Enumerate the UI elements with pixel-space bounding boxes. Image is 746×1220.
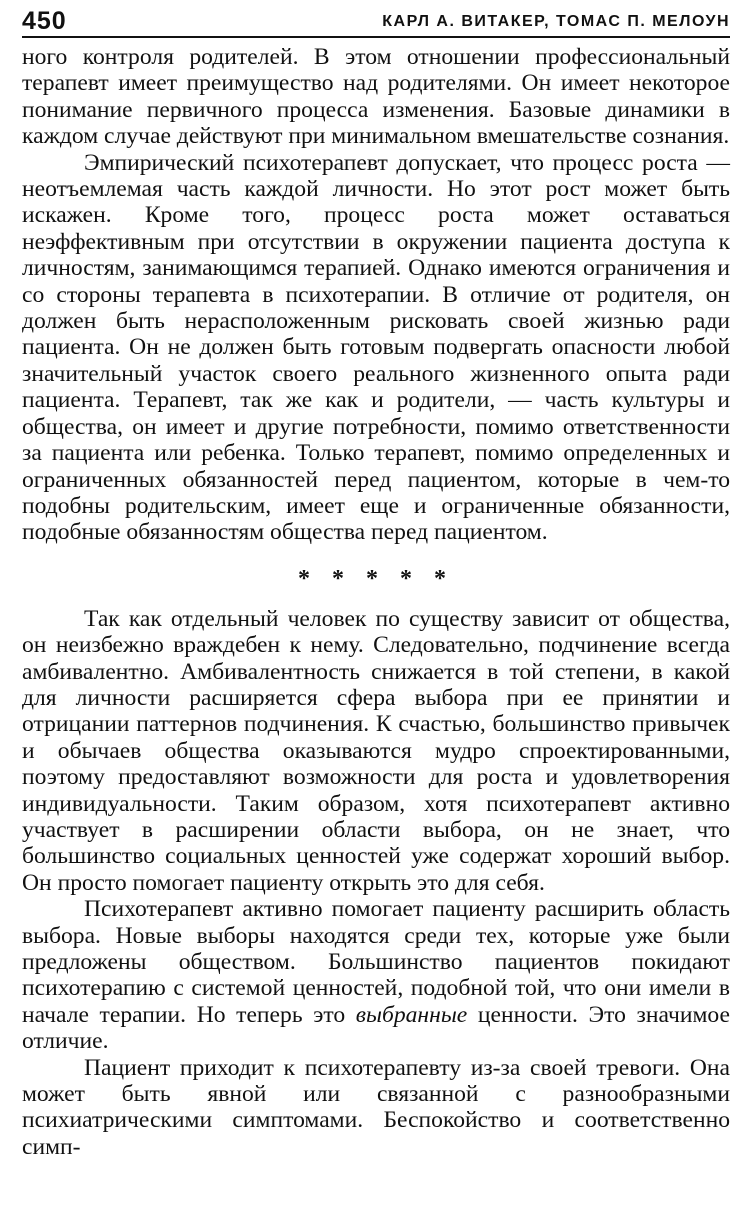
paragraph-4-emphasis: выбранные: [355, 1001, 468, 1028]
section-separator: * * * * *: [298, 565, 454, 592]
paragraph-2: Эмпирический психотерапевт допускает, что процесс роста — неотъемлемая часть каждой личности. Но этот рост может быть искажен. Кроме того, процесс роста может оставаться неэффективным при отсутствии в окружении пациента доступа к личностям, занимающимся терапией. Однако имеются ограничения и со стороны терапевта в психотерапии. В отличие от родителя, он должен быть нерасположенным рисковать своей жизнью ради пациента. Он не должен быть готовым подвергать опасности любой значительный участок своего реального жизненного опыта ради пациента. Терапевт, так же как и родители, — часть культуры и общества, он имеет и другие потребности, помимо ответственности за пациента или ребенка. Только терапевт, помимо определенных и ограниченных обязанностей перед пациентом, которые в чем-то подобны родительским, имеет еще и ограниченные обязанности, подобные обязанностям общества перед пациентом.: [22, 149, 730, 546]
running-head: КАРЛ А. ВИТАКЕР, ТОМАС П. МЕЛОУН: [382, 13, 730, 30]
page-number: 450: [22, 7, 67, 35]
paragraph-4-text-start: Психотерапевт активно помогает пациенту расширить область выбора. Новые выборы находятся среди тех, которые уже были предложены обществом. Большинство пациентов покидают психотерапию с системой ценностей, подобной той, что они имели в начале терапии. Но теперь это: [22, 896, 730, 1028]
paragraph-5: Пациент приходит к психотерапевту из-за своей тревоги. Она может быть явной или связанной с разнообразными психиатрическими симптомами. Беспокойство и соответственно симп-: [22, 1054, 730, 1160]
body-text: [22, 44, 730, 1160]
paragraph-4: [22, 896, 730, 1054]
paragraph-3: Так как отдельный человек по существу зависит от общества, он неизбежно враждебен к нему. Следовательно, подчинение всегда амбивалентно. Амбивалентность снижается в той степени, в какой для личности расширяется сфера выбора при ее принятии и отрицании паттернов подчинения. К счастью, большинство привычек и обычаев общества оказываются мудро спроектированными, поэтому предоставляют возможности для роста и удовлетворения индивидуальности. Таким образом, хотя психотерапевт активно участвует в расширении области выбора, он не знает, что большинство социальных ценностей уже содержат хороший выбор. Он просто помогает пациенту открыть это для себя.: [22, 605, 730, 896]
paragraph-4-text-end: ценности. Это значимое отличие.: [22, 1001, 730, 1055]
paragraph-1: ного контроля родителей. В этом отношении профессиональный терапевт имеет преимущество над родителями. Он имеет некоторое понимание первичного процесса изменения. Базовые динамики в каждом случае действуют при минимальном вмешательстве сознания.: [22, 44, 730, 150]
page-header: [22, 0, 730, 38]
